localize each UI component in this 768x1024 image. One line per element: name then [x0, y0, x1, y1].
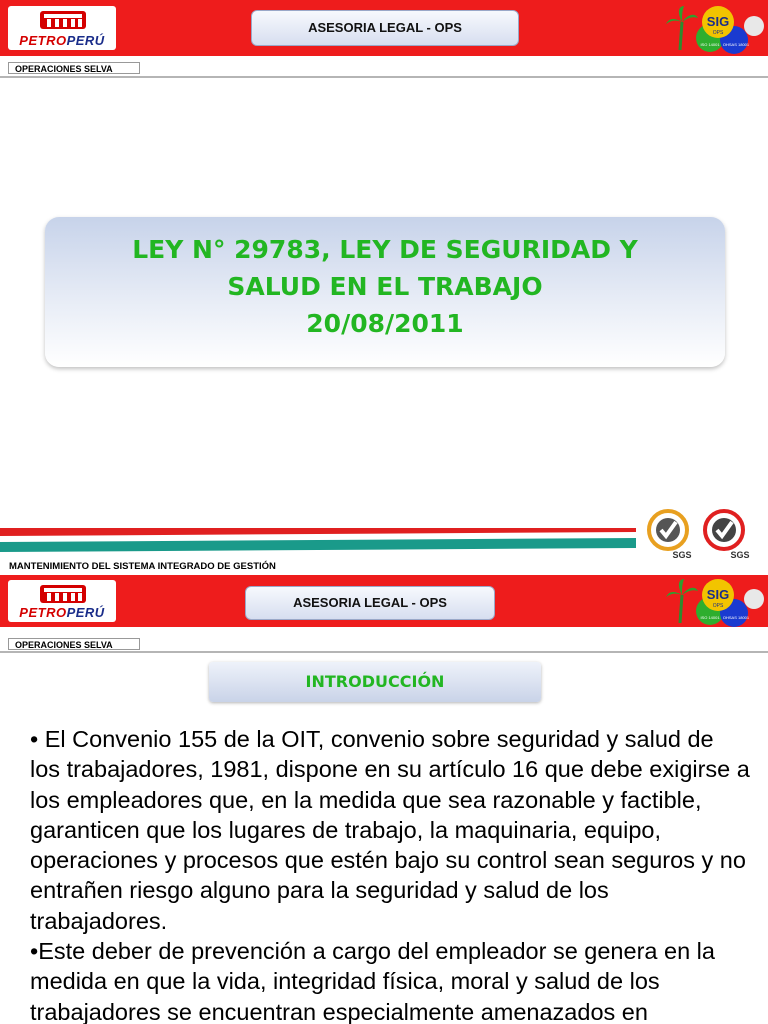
svg-text:SGS: SGS	[672, 550, 692, 560]
footer-caption: MANTENIMIENTO DEL SISTEMA INTEGRADO DE GESTIÓN	[9, 561, 276, 572]
sig-logo	[664, 577, 768, 629]
slide-title-box	[45, 217, 725, 367]
paragraph-2: •Este deber de prevención a cargo del empleador se genera en la medida en que la vida, integridad física, moral y salud de los trabajadores se encuentran especialmente amenazados en	[30, 938, 715, 1024]
header-bar	[0, 0, 768, 56]
petroperu-logo	[8, 6, 116, 50]
svg-text:SIG: SIG	[706, 587, 730, 602]
header-divider	[0, 651, 768, 653]
svg-text:SGS: SGS	[730, 550, 750, 560]
svg-text:ISO 14001: ISO 14001	[700, 615, 720, 620]
body-text	[30, 724, 750, 1024]
petroperu-emblem-icon	[38, 9, 88, 31]
petroperu-emblem-icon	[38, 583, 88, 605]
svg-text:OPS: OPS	[712, 603, 724, 609]
svg-text:OHSAS 18001: OHSAS 18001	[722, 615, 750, 620]
header-title: ASESORIA LEGAL - OPS	[251, 10, 519, 46]
ohsas-18001-cert-icon	[700, 508, 752, 560]
header-title: ASESORIA LEGAL - OPS	[245, 586, 495, 620]
footer-stripes	[0, 528, 636, 554]
header-divider	[0, 76, 768, 78]
palm-tree-icon	[666, 6, 698, 50]
iso-14001-cert-icon	[644, 508, 696, 560]
ops-selva-tab: OPERACIONES SELVA	[8, 638, 140, 650]
title-line-3: 20/08/2011	[306, 309, 464, 338]
ops-selva-tab: OPERACIONES SELVA	[8, 62, 140, 74]
title-line-2: SALUD EN EL TRABAJO	[227, 272, 543, 301]
section-title: INTRODUCCIÓN	[209, 662, 541, 702]
svg-text:OHSAS 18001: OHSAS 18001	[722, 42, 750, 47]
palm-tree-icon	[666, 579, 698, 623]
header-bar	[0, 575, 768, 627]
title-line-1: LEY N° 29783, LEY DE SEGURIDAD Y	[132, 235, 638, 264]
svg-text:SIG: SIG	[706, 14, 730, 29]
svg-text:OPS: OPS	[712, 30, 724, 36]
slide-2	[0, 575, 768, 1024]
sig-logo	[664, 4, 768, 56]
paragraph-1: • El Convenio 155 de la OIT, convenio sobre seguridad y salud de los trabajadores, 1981, dispone en su artículo 16 que debe exigirse a los empleadores que, en la medida que sea razonable y factible, garanticen que los lugares de trabajo, la maquinaria, equipo, operaciones y procesos que estén bajo su control sean seguros y no entrañen riesgo alguno para la seguridad y salud de los trabajadores.	[30, 726, 750, 934]
svg-text:ISO 14001: ISO 14001	[700, 42, 720, 47]
petroperu-logo	[8, 580, 116, 622]
logo-wordmark: PETROPERÚ	[19, 605, 105, 620]
logo-wordmark: PETROPERÚ	[19, 33, 105, 48]
